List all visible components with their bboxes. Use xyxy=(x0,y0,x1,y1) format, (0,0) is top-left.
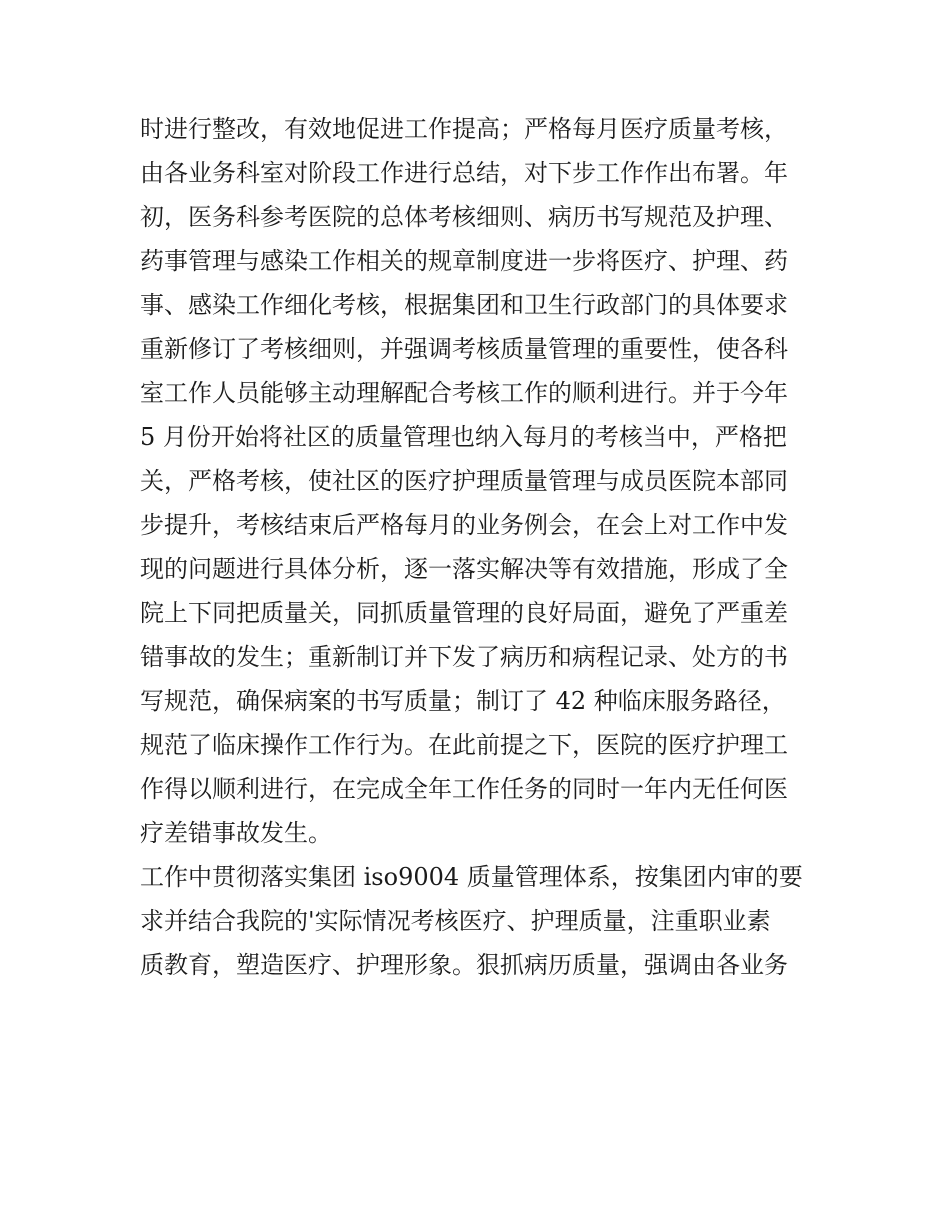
text-line: 规范了临床操作工作行为。在此前提之下，医院的医疗护理工 xyxy=(140,731,788,759)
text-line: 重新修订了考核细则，并强调考核质量管理的重要性，使各科 xyxy=(140,335,788,363)
text-line: 写规范，确保病案的书写质量；制订了 42 种临床服务路径， xyxy=(140,687,786,715)
text-line: 5 月份开始将社区的质量管理也纳入每月的考核当中，严格把 xyxy=(140,423,787,451)
text-line: 疗差错事故发生。 xyxy=(140,819,332,847)
text-line: 步提升，考核结束后严格每月的业务例会，在会上对工作中发 xyxy=(140,511,788,539)
text-line: 质教育，塑造医疗、护理形象。狠抓病历质量，强调由各业务 xyxy=(140,951,788,979)
text-line: 关，严格考核，使社区的医疗护理质量管理与成员医院本部同 xyxy=(140,467,788,495)
text-line: 时进行整改，有效地促进工作提高；严格每月医疗质量考核， xyxy=(140,115,788,143)
text-line: 工作中贯彻落实集团 iso9004 质量管理体系，按集团内审的要 xyxy=(140,863,803,891)
text-line: 由各业务科室对阶段工作进行总结，对下步工作作出布署。年 xyxy=(140,159,788,187)
text-line: 作得以顺利进行，在完成全年工作任务的同时一年内无任何医 xyxy=(140,775,788,803)
text-line: 院上下同把质量关，同抓质量管理的良好局面，避免了严重差 xyxy=(140,599,788,627)
text-line: 事、感染工作细化考核，根据集团和卫生行政部门的具体要求 xyxy=(140,291,788,319)
text-line: 初，医务科参考医院的总体考核细则、病历书写规范及护理、 xyxy=(140,203,788,231)
body-text xyxy=(140,107,820,987)
text-line: 药事管理与感染工作相关的规章制度进一步将医疗、护理、药 xyxy=(140,247,788,275)
text-line: 求并结合我院的'实际情况考核医疗、护理质量，注重职业素 xyxy=(140,907,771,935)
text-line: 错事故的发生；重新制订并下发了病历和病程记录、处方的书 xyxy=(140,643,788,671)
text-line: 室工作人员能够主动理解配合考核工作的顺利进行。并于今年 xyxy=(140,379,788,407)
text-line: 现的问题进行具体分析，逐一落实解决等有效措施，形成了全 xyxy=(140,555,788,583)
